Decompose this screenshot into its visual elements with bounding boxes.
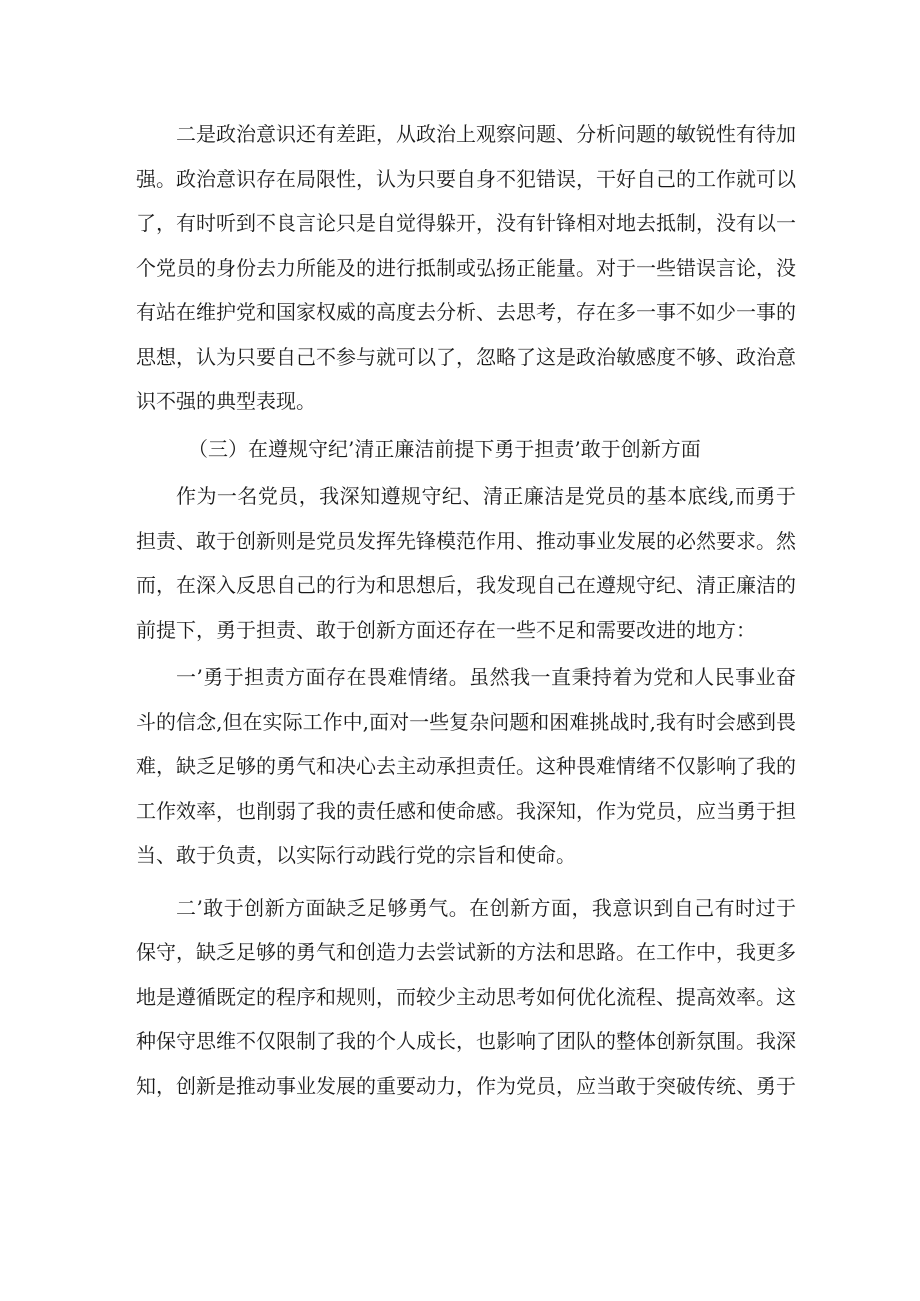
section-heading-three: （三）在遵规守纪’清正廉洁前提下勇于担责’敢于创新方面 xyxy=(188,436,701,461)
paragraph-innovation: 二’敢于创新方面缺乏足够勇气。在创新方面，我意识到自己有时过于保守，缺乏足够的勇气和创造力去尝试新的方法和思路。在工作中，我更多地是遵循既定的程序和规则，而较少主动思考如何优化流程、提高效率。这种保守思维不仅限制了我的个人成长，也影响了团队的整体创新氛围。我深知，创新是推动事业发展的重要动力，作为党员，应当敢于突破传统、勇于 xyxy=(136,895,796,1098)
document-body xyxy=(136,112,796,1108)
paragraph-intro-discipline: 作为一名党员，我深知遵规守纪、清正廉洁是党员的基本底线,而勇于担责、敢于创新则是党员发挥先锋模范作用、推动事业发展的必然要求。然而，在深入反思自己的行为和思想后，我发现自己在遵规守纪、清正廉洁的前提下，勇于担责、敢于创新方面还存在一些不足和需要改进的地方： xyxy=(136,484,796,642)
paragraph-political-awareness: 二是政治意识还有差距，从政治上观察问题、分析问题的敏锐性有待加强。政治意识存在局限性，认为只要自身不犯错误，干好自己的工作就可以了，有时听到不良言论只是自觉得躲开，没有针锋相对地去抵制，没有以一个党员的身份去力所能及的进行抵制或弘扬正能量。对于一些错误言论，没有站在维护党和国家权威的高度去分析、去思考，存在多一事不如少一事的思想，认为只要自己不参与就可以了，忽略了这是政治敏感度不够、政治意识不强的典型表现。 xyxy=(136,122,796,413)
paragraph-responsibility: 一’勇于担责方面存在畏难情绪。虽然我一直秉持着为党和人民事业奋斗的信念,但在实际工作中,面对一些复杂问题和困难挑战时,我有时会感到畏难，缺乏足够的勇气和决心去主动承担责任。这种畏难情绪不仅影响了我的工作效率，也削弱了我的责任感和使命感。我深知，作为党员，应当勇于担当、敢于负责，以实际行动践行党的宗旨和使命。 xyxy=(136,665,796,867)
